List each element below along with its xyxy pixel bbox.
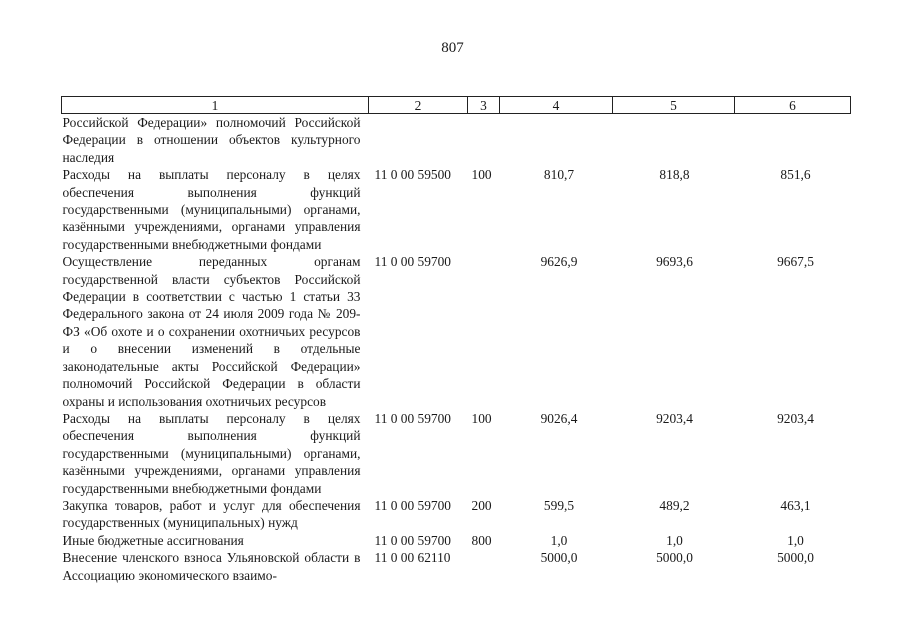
header-col-4: 4 bbox=[500, 97, 613, 114]
table-row bbox=[62, 166, 851, 253]
row-name: Расходы на выплаты персоналу в целях обеспечения выполнения функций государственными (муниципальными) органами, казёнными учреждениями, органами управления государственными внебюджетными фондами bbox=[62, 167, 361, 252]
page-number: 807 bbox=[441, 40, 464, 56]
row-type: 100 bbox=[471, 167, 492, 183]
row-value-5: 9203,4 bbox=[656, 410, 693, 426]
row-value-6: 9667,5 bbox=[777, 254, 814, 270]
row-code: 11 0 00 59500 bbox=[374, 167, 451, 183]
row-name: Внесение членского взноса Ульяновской области в Ассоциацию экономического взаимо- bbox=[62, 550, 361, 583]
row-value-4: 810,7 bbox=[543, 167, 575, 183]
row-value-5: 818,8 bbox=[659, 167, 690, 183]
table-row bbox=[62, 549, 851, 584]
row-value-6: 5000,0 bbox=[777, 550, 814, 566]
row-value-4: 1,0 bbox=[550, 532, 568, 548]
row-name: Осуществление переданных органам государственной власти субъектов Российской Федерации в соответствии с частью 1 статьи 33 Федерального закона от 24 июля 2009 года № 209-ФЗ «Об охоте и о сохранении охотничьих ресурсов и о внесении изменений в отдельные законодательные акты Российской Федерации» полномочий Российской Федерации в области охраны и использования охотничьих ресурсов bbox=[62, 254, 361, 409]
row-value-4: 9026,4 bbox=[540, 410, 578, 426]
table-row bbox=[62, 410, 851, 497]
header-col-5: 5 bbox=[613, 97, 735, 114]
row-value-5: 9693,6 bbox=[656, 254, 693, 270]
table-header bbox=[62, 97, 851, 114]
row-value-6 bbox=[735, 114, 851, 167]
row-value-4 bbox=[500, 114, 613, 167]
row-value-5: 1,0 bbox=[666, 532, 683, 548]
row-code bbox=[369, 114, 468, 167]
row-value-4: 9626,9 bbox=[540, 254, 578, 270]
row-value-4: 599,5 bbox=[543, 497, 575, 513]
header-row bbox=[62, 97, 851, 114]
table-row bbox=[62, 114, 851, 167]
row-type: 100 bbox=[471, 410, 492, 426]
table-row bbox=[62, 253, 851, 410]
row-value-5: 5000,0 bbox=[656, 550, 693, 566]
header-col-1: 1 bbox=[62, 97, 369, 114]
header-col-2: 2 bbox=[369, 97, 468, 114]
row-value-5 bbox=[613, 114, 735, 167]
table-row bbox=[62, 532, 851, 549]
row-name: Закупка товаров, работ и услуг для обеспечения государственных (муниципальных) нужд bbox=[62, 497, 361, 531]
row-type: 200 bbox=[471, 497, 492, 513]
row-value-5: 489,2 bbox=[659, 497, 690, 513]
row-code: 11 0 00 59700 bbox=[374, 254, 451, 270]
row-value-6: 9203,4 bbox=[777, 410, 814, 426]
header-col-3: 3 bbox=[468, 97, 500, 114]
row-value-6: 851,6 bbox=[780, 167, 811, 183]
row-code: 11 0 00 59700 bbox=[374, 532, 451, 548]
row-code: 11 0 00 59700 bbox=[374, 497, 451, 513]
row-code: 11 0 00 59700 bbox=[374, 410, 451, 426]
row-value-6: 1,0 bbox=[787, 532, 804, 548]
row-code: 11 0 00 62110 bbox=[374, 550, 451, 566]
table-body bbox=[62, 114, 851, 584]
row-name: Российской Федерации» полномочий Российской Федерации в отношении объектов культурного наследия bbox=[62, 115, 361, 165]
row-type bbox=[468, 114, 500, 167]
table-row bbox=[62, 497, 851, 532]
row-type bbox=[468, 549, 500, 584]
row-type: 800 bbox=[471, 532, 492, 548]
row-type bbox=[468, 253, 500, 410]
header-col-6: 6 bbox=[735, 97, 851, 114]
row-name: Расходы на выплаты персоналу в целях обеспечения выполнения функций государственными (муниципальными) органами, казёнными учреждениями, органами управления государственными внебюджетными фондами bbox=[62, 410, 361, 496]
row-name: Иные бюджетные ассигнования bbox=[62, 532, 244, 548]
budget-table bbox=[61, 96, 851, 584]
row-value-6: 463,1 bbox=[780, 497, 811, 513]
row-value-4: 5000,0 bbox=[540, 550, 578, 566]
